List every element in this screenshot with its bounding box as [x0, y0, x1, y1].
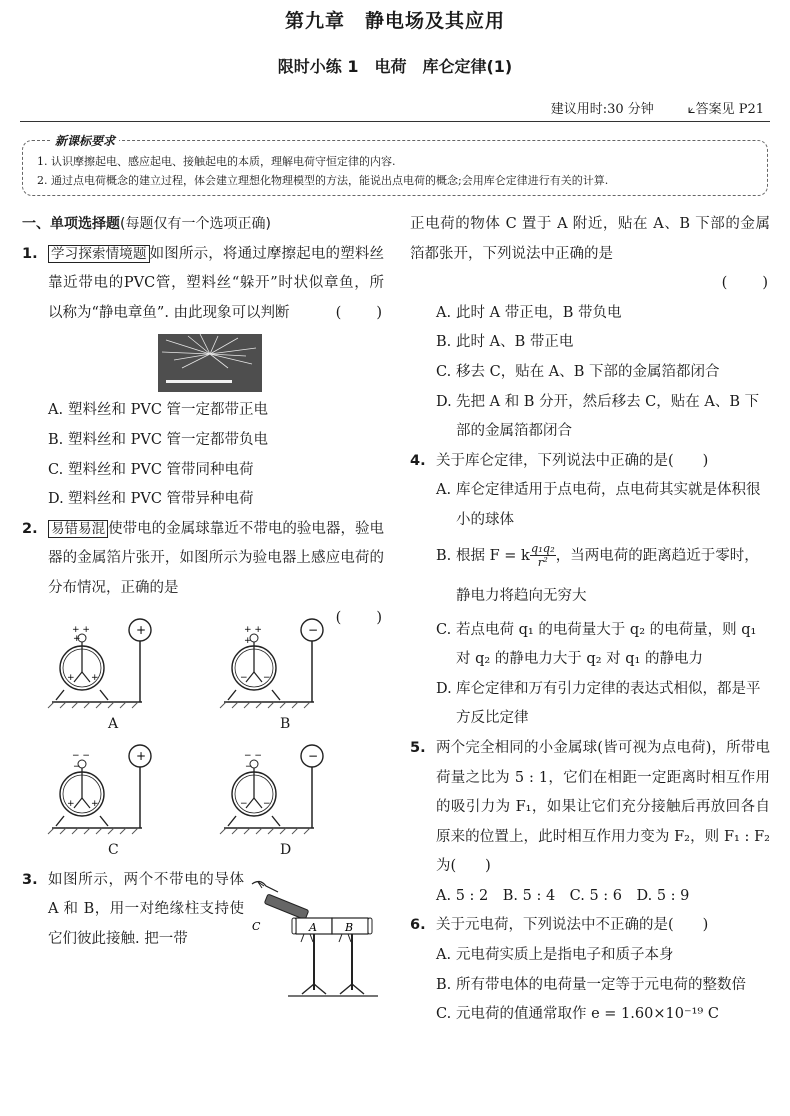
question-6 — [410, 911, 770, 941]
svg-text:−: − — [308, 622, 319, 637]
svg-text:− −: − − — [244, 750, 262, 761]
svg-text:A: A — [309, 920, 317, 934]
question-stem: 如图所示，将通过摩擦起电的塑料丝靠近带电的PVC管，塑料丝“躲开”时状似章鱼，所以称为“静电章鱼”. 由此现象可以判断 — [48, 245, 385, 321]
svg-text:−: − — [245, 761, 253, 772]
svg-text:+: + — [91, 798, 99, 809]
svg-text:−: − — [73, 761, 81, 772]
option-a[interactable]: A. 此时 A 带正电，B 带负电 — [436, 304, 622, 321]
svg-text:+ +: + + — [244, 624, 262, 635]
option-a[interactable]: A. 库仑定律适用于点电荷，点电荷其实就是体积很小的球体 — [436, 482, 761, 528]
section-heading: 一、单项选择题(每题仅有一个选项正确) — [22, 216, 271, 232]
electroscope-figure-b[interactable] — [214, 610, 382, 736]
option-c[interactable]: C. 元电荷的值通常取作 e = 1.60×10⁻¹⁹ C — [436, 1006, 719, 1023]
svg-text:+: + — [67, 798, 75, 809]
option-d[interactable]: D. 塑料丝和 PVC 管带异种电荷 — [48, 491, 254, 508]
answer-reference: ⟀答案见 P21 — [687, 102, 764, 117]
electroscope-figure-a[interactable] — [42, 610, 210, 736]
question-stem: 关于库仑定律，下列说法中正确的是 — [436, 452, 668, 469]
svg-text:+: + — [244, 635, 252, 646]
svg-text:+: + — [73, 633, 81, 644]
svg-text:−: − — [240, 672, 248, 683]
svg-text:−: − — [308, 748, 319, 763]
option-c[interactable]: C. 若点电荷 q₁ 的电荷量大于 q₂ 的电荷量，则 q₁ 对 q₂ 的静电力大于 q₂ 对 q₁ 的静电力 — [436, 621, 757, 668]
figure-label: C — [108, 841, 119, 858]
svg-text:+: + — [136, 622, 147, 637]
requirement-item: 1. 认识摩擦起电、感应起电、接触起电的本质，理解电荷守恒定律的内容. — [37, 155, 396, 168]
options-line[interactable]: A. 5 : 2 B. 5 : 4 C. 5 : 6 D. 5 : 9 — [436, 887, 690, 904]
svg-text:B: B — [345, 920, 354, 934]
figure-label: D — [280, 841, 292, 858]
figure-label: B — [280, 715, 291, 732]
answer-blank[interactable]: ( ) — [721, 275, 770, 292]
question-stem: 如图所示，两个不带电的导体 A 和 B，用一对绝缘柱支持使它们彼此接触. 把一带 — [48, 871, 244, 947]
question-1 — [22, 240, 384, 329]
option-a[interactable]: A. 塑料丝和 PVC 管一定都带正电 — [48, 402, 269, 419]
requirement-item: 2. 通过点电荷概念的建立过程，体会建立理想化物理模型的方法，能说出点电荷的概念;会用库仑定律进行有关的计算. — [37, 174, 609, 187]
question-3-left — [22, 866, 384, 955]
lesson-title: 限时小练 1 电荷 库仑定律(1) — [277, 57, 513, 76]
answer-blank[interactable]: ( ) — [668, 917, 709, 934]
question-3-continued: 正电荷的物体 C 置于 A 附近，贴在 A、B 下部的金属箔都张开，下列说法中正确的是 — [410, 216, 770, 262]
figure-label: A — [108, 715, 119, 732]
question-stem: 两个完全相同的小金属球(皆可视为点电荷)，所带电荷量之比为 5 : 1，它们在相距一定距离时相互作用的吸引力为 F₁，如果让它们充分接触后再放回各自原来的位置上，此时相互作用力变为 F₂，则 F₁ : F₂ 为 — [436, 739, 770, 875]
question-5 — [410, 734, 770, 882]
electroscope-figures — [42, 610, 336, 862]
option-b[interactable]: B. 此时 A、B 带正电 — [436, 334, 574, 351]
option-c[interactable]: C. 移去 C，贴在 A、B 下部的金属箔都闭合 — [436, 363, 720, 380]
conductors-figure — [218, 872, 388, 1004]
check-icon: ⟀ — [687, 102, 696, 117]
question-number: 1. — [22, 245, 38, 262]
svg-text:−: − — [263, 672, 271, 683]
answer-blank[interactable]: ( ) — [668, 452, 709, 469]
electroscope-figure-c[interactable] — [42, 736, 210, 862]
chapter-title: 第九章 静电场及其应用 — [284, 10, 505, 32]
electroscope-figure-d[interactable] — [214, 736, 382, 862]
option-b[interactable]: B. 所有带电体的电荷量一定等于元电荷的整数倍 — [436, 976, 746, 993]
header-divider — [20, 121, 770, 122]
question-4 — [410, 447, 770, 477]
static-octopus-photo — [158, 334, 262, 392]
svg-text:−: − — [240, 798, 248, 809]
svg-text:+ +: + + — [72, 624, 90, 635]
option-c[interactable]: C. 塑料丝和 PVC 管带同种电荷 — [48, 461, 254, 478]
question-tag: 学习探索情境题 — [48, 245, 150, 263]
question-2 — [22, 515, 385, 626]
question-tag: 易错易混 — [48, 520, 108, 538]
svg-text:− −: − − — [72, 750, 90, 761]
svg-text:−: − — [263, 798, 271, 809]
question-number: 6. — [410, 917, 426, 934]
answer-blank[interactable]: ( ) — [450, 858, 491, 875]
answer-blank[interactable]: ( ) — [335, 304, 384, 321]
option-d[interactable]: D. 先把 A 和 B 分开，然后移去 C，贴在 A、B 下部的金属箔都闭合 — [436, 393, 760, 440]
question-number: 4. — [410, 452, 426, 469]
option-d[interactable]: D. 库仑定律和万有引力定律的表达式相似，都是平方反比定律 — [436, 680, 761, 727]
answer-blank[interactable]: ( ) — [335, 609, 384, 626]
question-3 — [22, 866, 244, 955]
option-b[interactable]: B. 塑料丝和 PVC 管一定都带负电 — [48, 431, 269, 448]
question-number: 5. — [410, 739, 426, 756]
option-a[interactable]: A. 元电荷实质上是指电子和质子本身 — [436, 947, 674, 964]
question-stem: 使带电的金属球靠近不带电的验电器，验电器的金属箔片张开，如图所示为验电器上感应电荷的分布情况，正确的是 — [48, 520, 385, 596]
question-number: 2. — [22, 520, 38, 537]
requirements-title: 新课标要求 — [51, 132, 119, 151]
coulomb-fraction: $\frac{\text{q₁q₂}}{\text{r²}}$ — [530, 541, 555, 570]
left-column — [22, 210, 384, 954]
option-b[interactable]: B. 根据 F = k $\frac{\text{q₁q₂}}{\text{r²}}$ ，当两电荷的距离趋近于零时，静电力将趋向无穷大 — [436, 541, 759, 604]
svg-text:+: + — [136, 748, 147, 763]
svg-text:+: + — [67, 672, 75, 683]
suggested-time: 建议用时:30 分钟 — [550, 102, 654, 117]
right-column — [410, 210, 770, 1030]
label-c: C — [252, 919, 261, 933]
meta-line — [551, 98, 764, 117]
question-number: 3. — [22, 871, 38, 888]
requirements-box — [22, 134, 768, 196]
svg-text:+: + — [91, 672, 99, 683]
question-stem: 关于元电荷，下列说法中不正确的是 — [436, 917, 668, 934]
